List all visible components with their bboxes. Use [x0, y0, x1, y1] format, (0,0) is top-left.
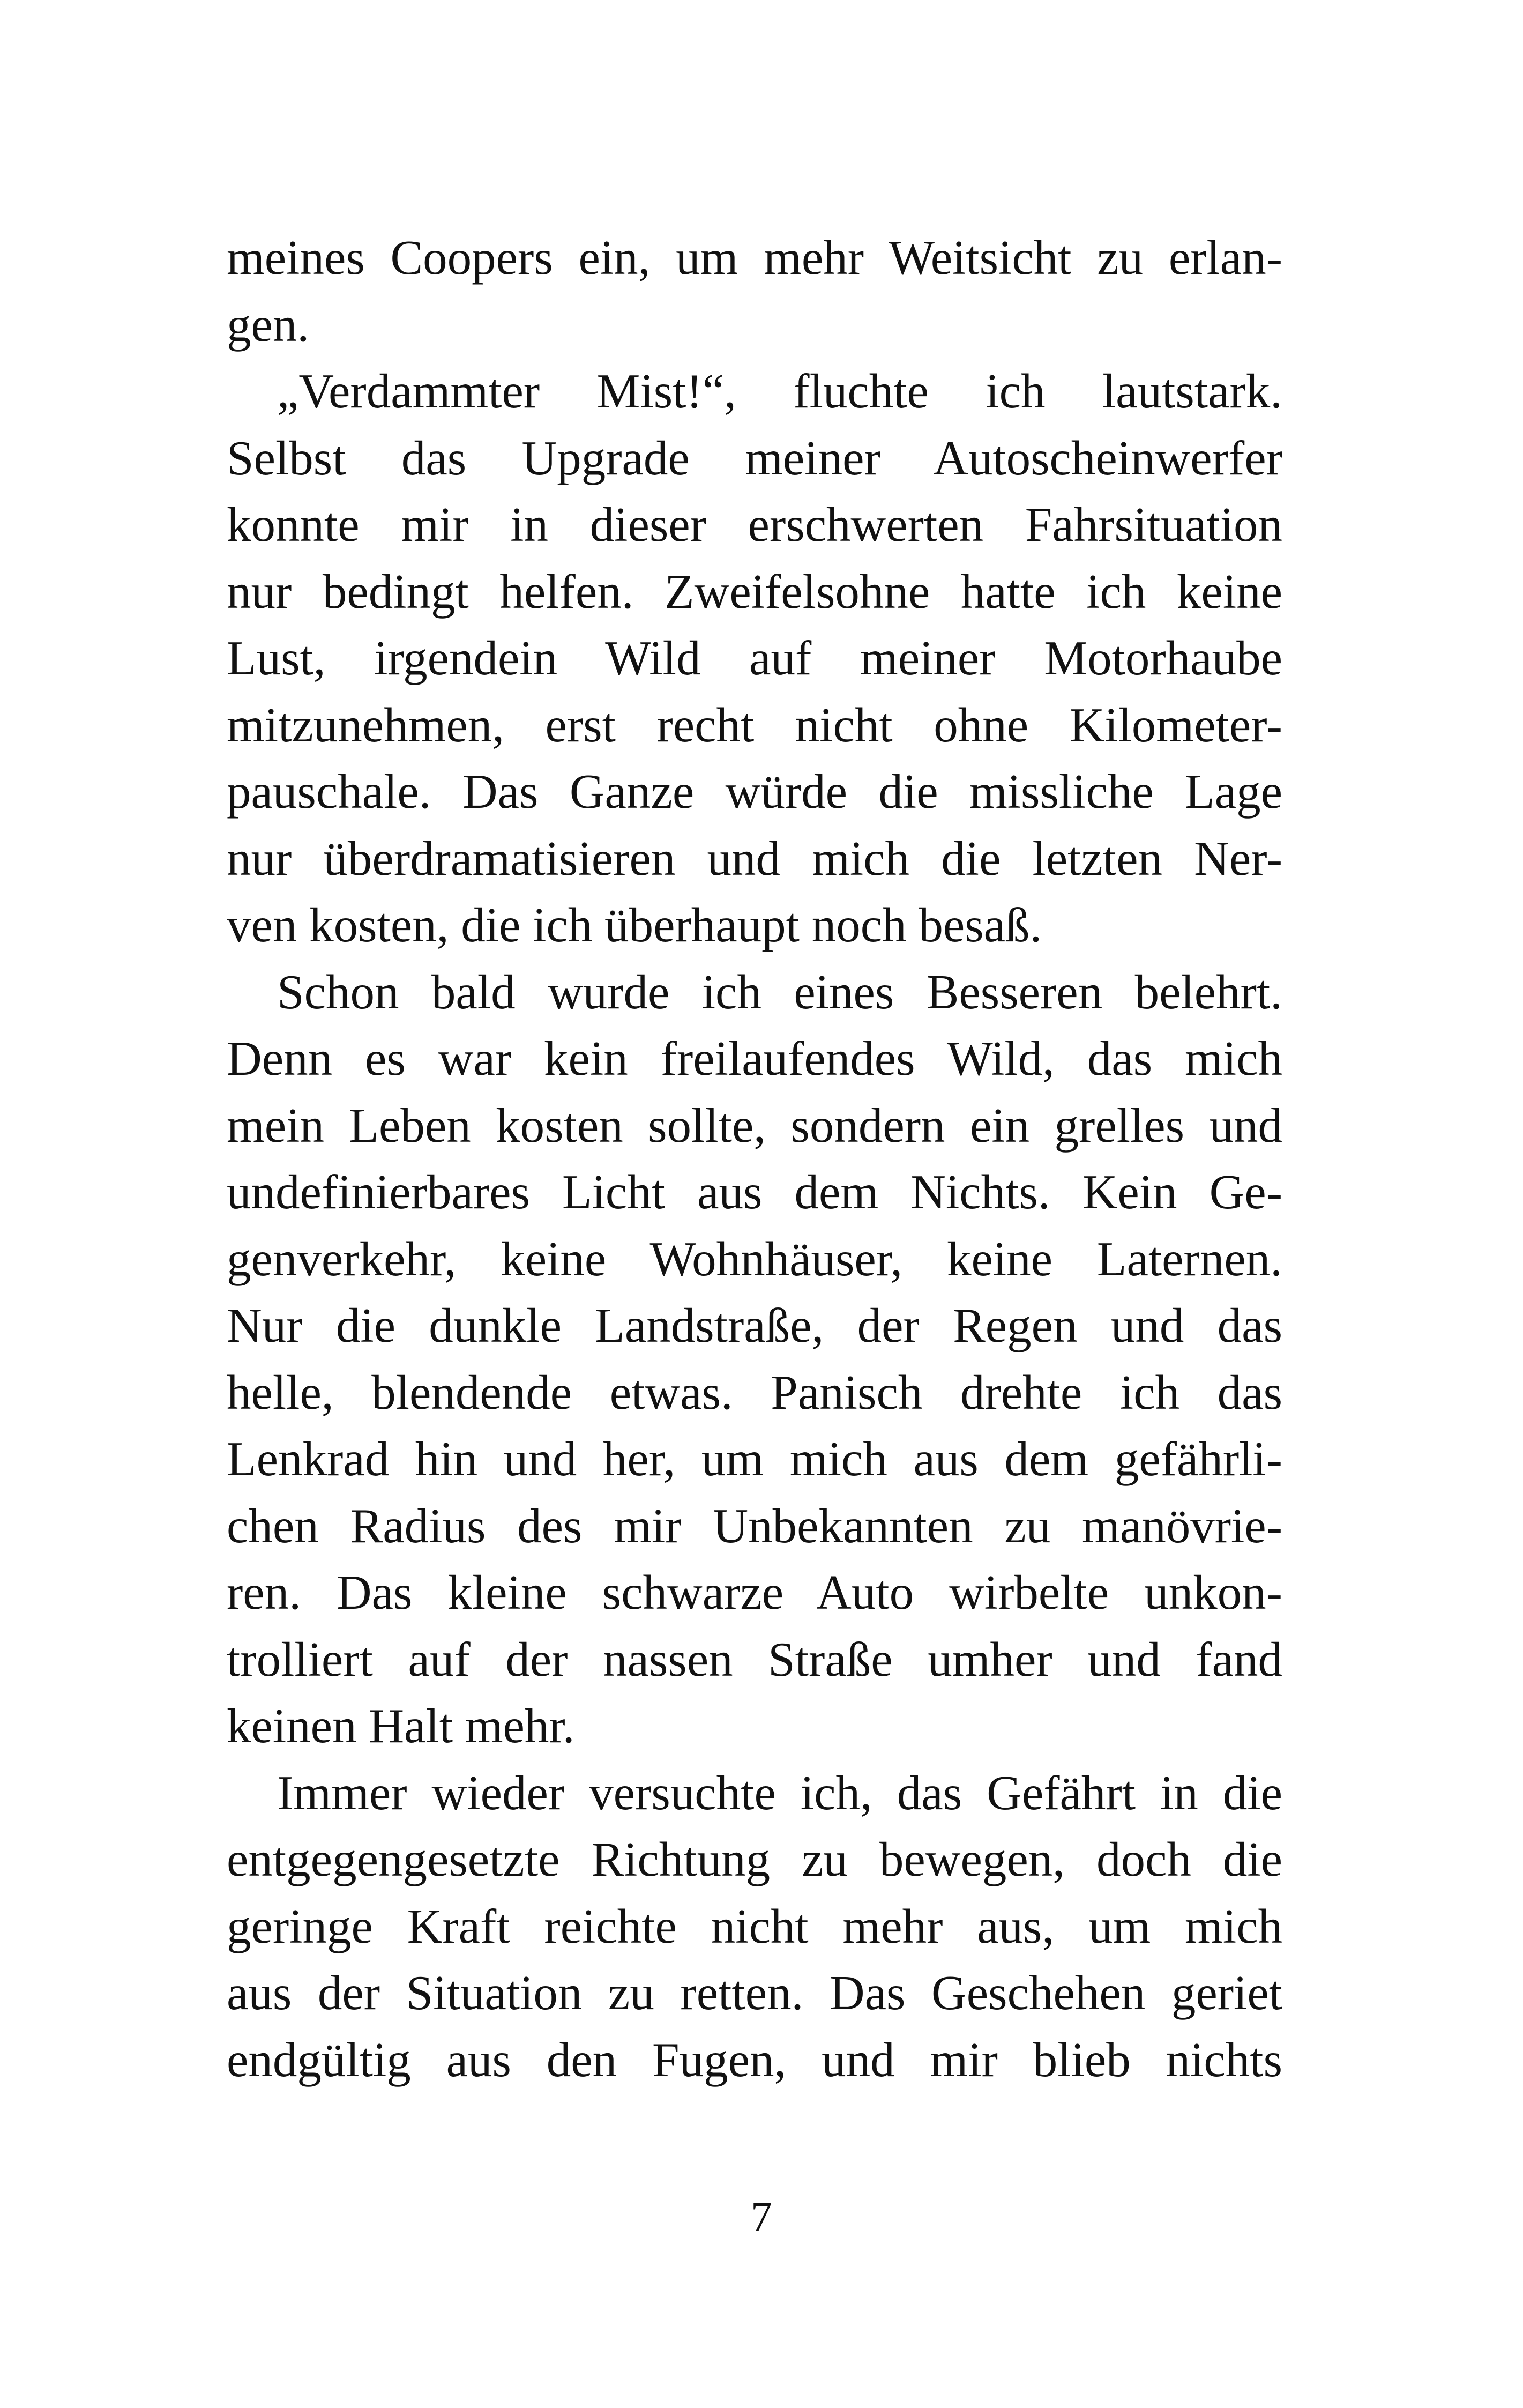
text-line: Nur die dunkle Landstraße, der Regen und das	[227, 1298, 1282, 1352]
text-line: ren. Das kleine schwarze Auto wirbelte unkon-	[227, 1565, 1282, 1619]
text-line: ven kosten, die ich überhaupt noch besaß.	[227, 898, 1042, 952]
text-line: nur überdramatisieren und mich die letzten Ner-	[227, 831, 1282, 886]
text-line: Selbst das Upgrade meiner Autoscheinwerfer	[227, 430, 1282, 485]
text-line: Immer wieder versuchte ich, das Gefährt in die	[277, 1765, 1282, 1820]
text-line: chen Radius des mir Unbekannten zu manövrie-	[227, 1498, 1282, 1553]
text-line: geringe Kraft reichte nicht mehr aus, um mich	[227, 1899, 1282, 1953]
text-line: undefinierbares Licht aus dem Nichts. Kein Ge-	[227, 1165, 1282, 1219]
text-line: keinen Halt mehr.	[227, 1699, 575, 1753]
text-line: pauschale. Das Ganze würde die missliche Lage	[227, 764, 1282, 819]
text-line: trolliert auf der nassen Straße umher und fand	[227, 1632, 1282, 1686]
text-line: „Verdammter Mist!“, fluchte ich lautstark.	[277, 364, 1282, 418]
text-line: konnte mir in dieser erschwerten Fahrsituation	[227, 497, 1282, 552]
text-line: mein Leben kosten sollte, sondern ein grelles und	[227, 1098, 1282, 1153]
text-line: meines Coopers ein, um mehr Weitsicht zu erlan-	[227, 231, 1282, 285]
text-line: Lenkrad hin und her, um mich aus dem gefährli-	[227, 1432, 1282, 1486]
text-line: Lust, irgendein Wild auf meiner Motorhaube	[227, 631, 1282, 685]
text-line: Denn es war kein freilaufendes Wild, das mich	[227, 1031, 1282, 1086]
text-line: helle, blendende etwas. Panisch drehte ich das	[227, 1365, 1282, 1419]
text-line: nur bedingt helfen. Zweifelsohne hatte ich keine	[227, 564, 1282, 619]
text-line: genverkehr, keine Wohnhäuser, keine Laternen.	[227, 1231, 1282, 1286]
text-line: gen.	[227, 297, 310, 352]
text-line: aus der Situation zu retten. Das Geschehen geriet	[227, 1966, 1282, 2020]
text-line: Schon bald wurde ich eines Besseren belehrt.	[277, 964, 1282, 1019]
body-text	[227, 225, 1282, 2093]
text-line: mitzunehmen, erst recht nicht ohne Kilometer-	[227, 697, 1282, 752]
text-line: endgültig aus den Fugen, und mir blieb nichts	[227, 2032, 1282, 2087]
page-number: 7	[751, 2194, 772, 2241]
text-line: entgegengesetzte Richtung zu bewegen, doch die	[227, 1832, 1282, 1886]
